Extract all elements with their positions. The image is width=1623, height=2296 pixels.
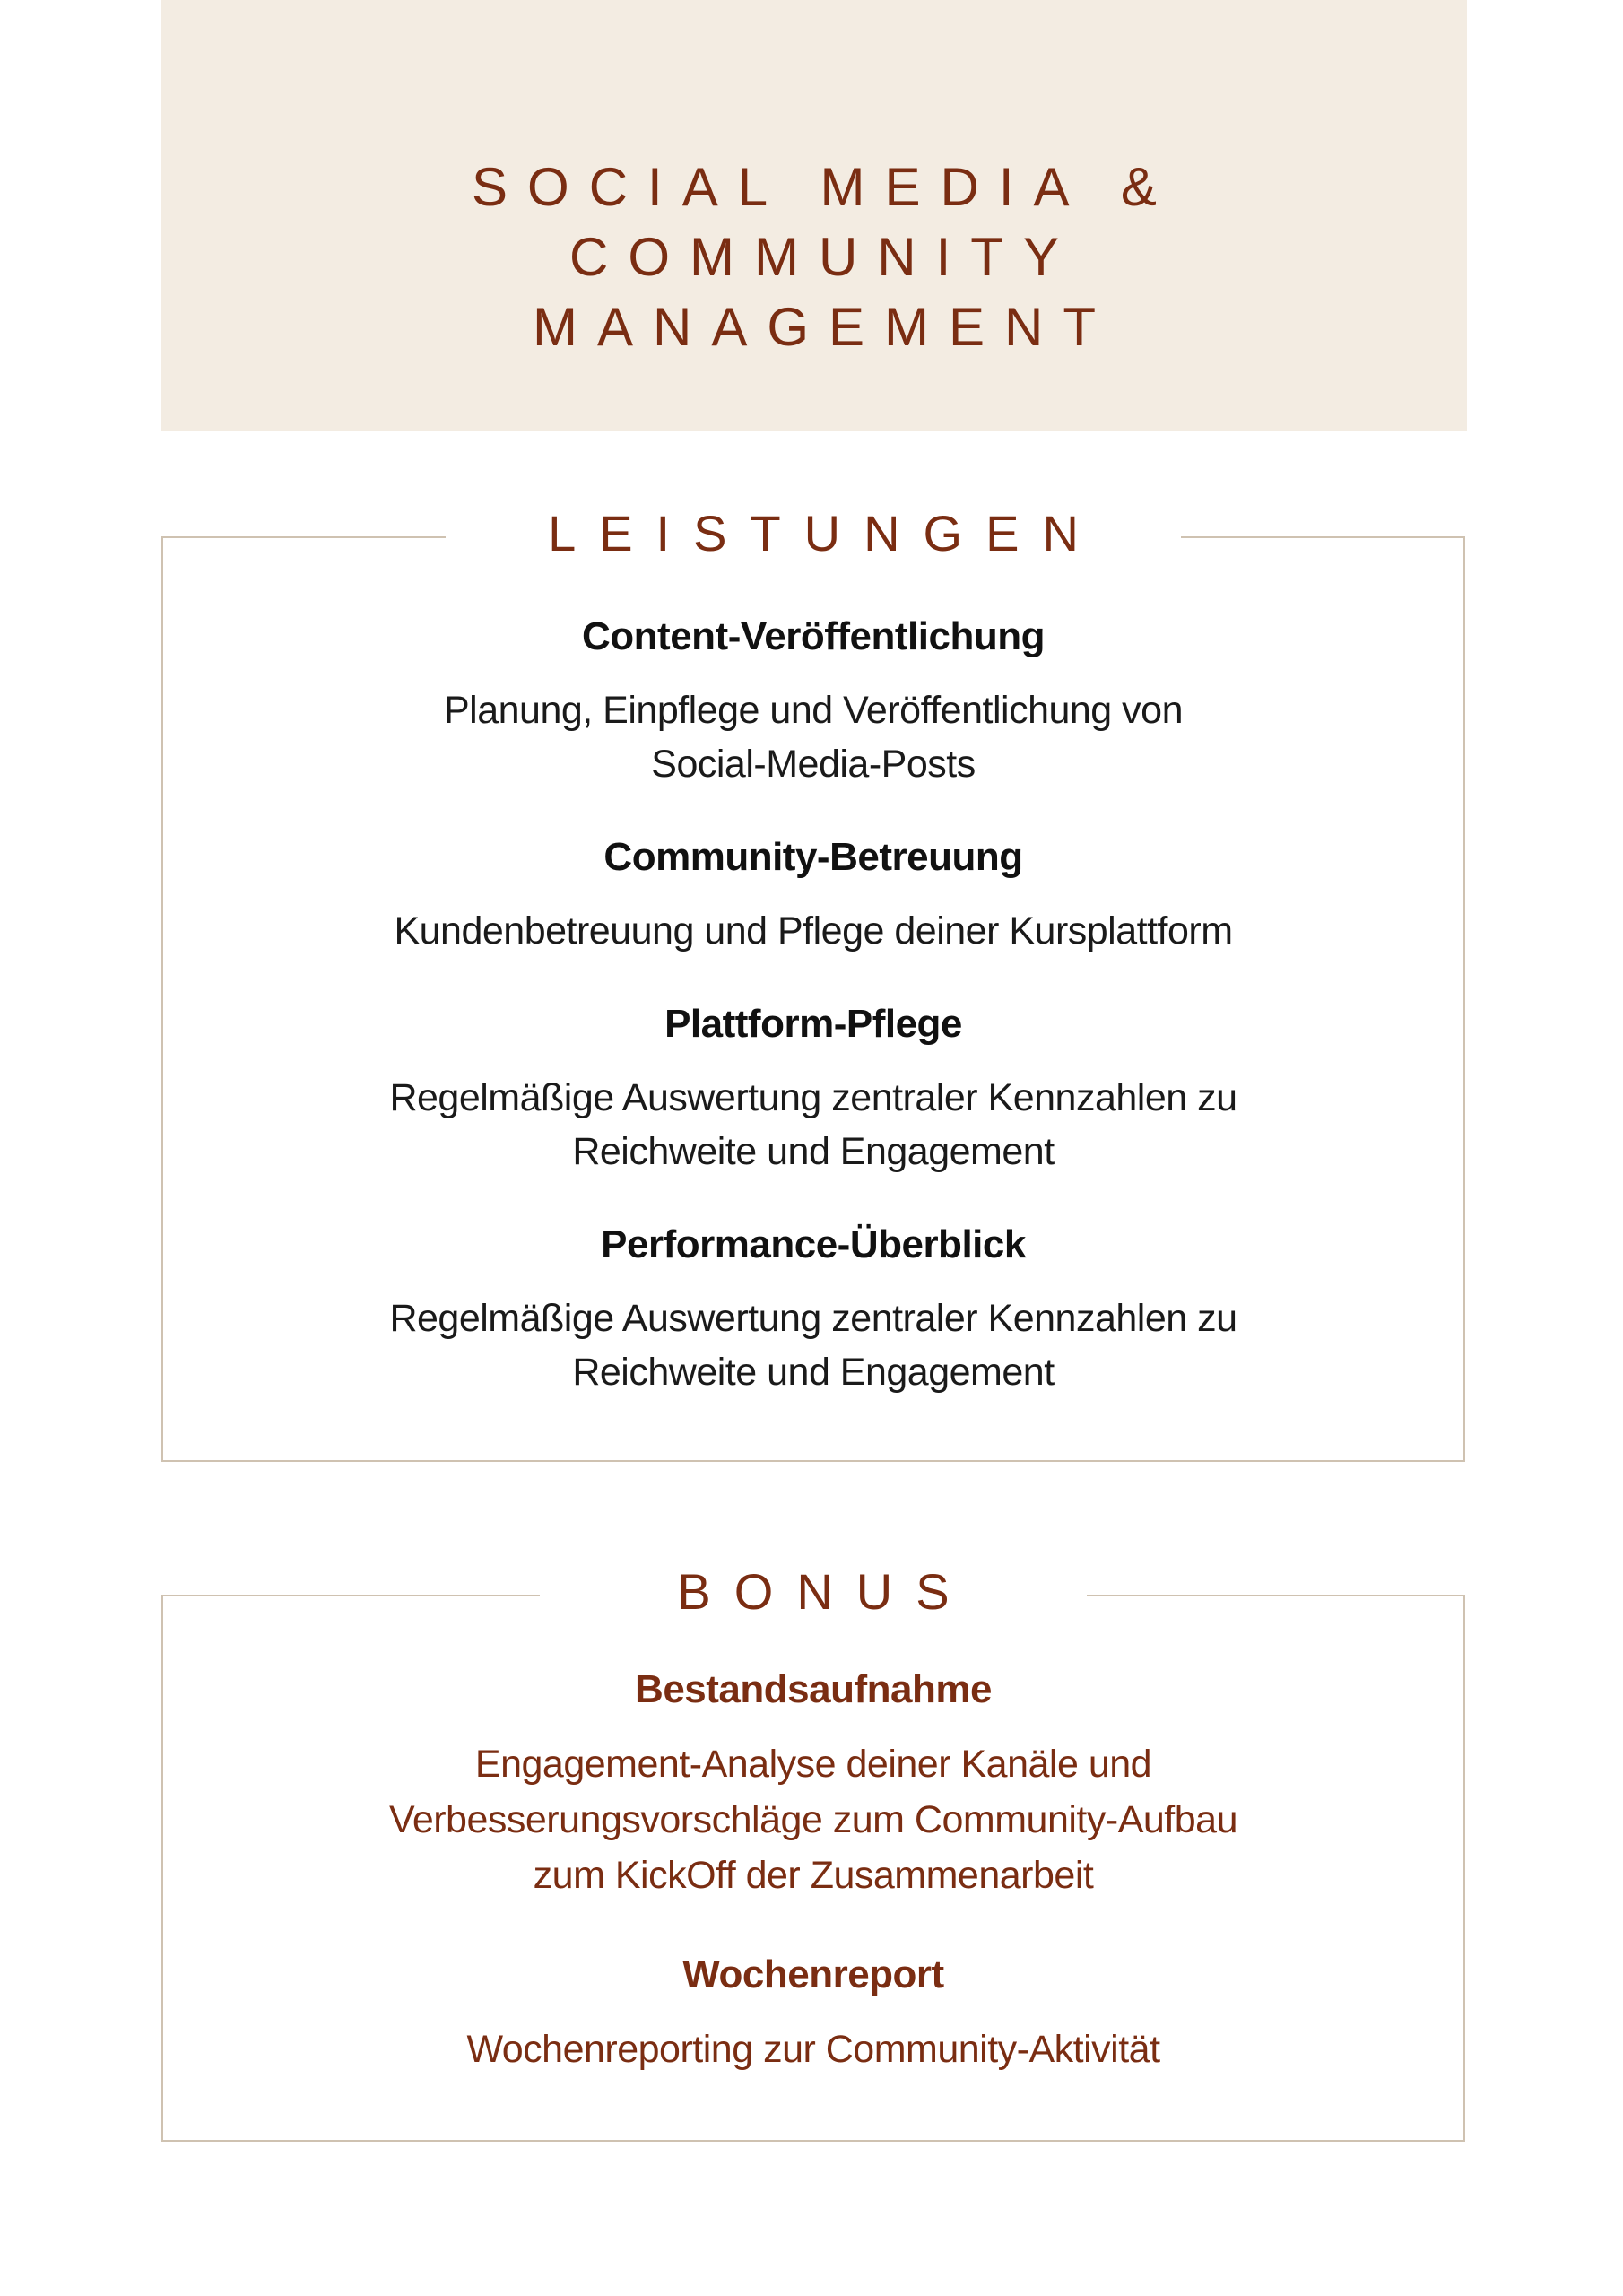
leistungen-heading: LEISTUNGEN [446, 502, 1181, 565]
bonus-title: Bestandsaufnahme [635, 1667, 992, 1711]
service-description [257, 683, 1369, 791]
bonus-title: Wochenreport [682, 1952, 944, 1996]
page-title-line-3: MANAGEMENT [532, 297, 1116, 358]
service-description-line: Regelmäßige Auswertung zentraler Kennzahlen zu [389, 1297, 1237, 1340]
service-description [257, 1292, 1369, 1399]
service-description [257, 1071, 1369, 1178]
service-description [257, 904, 1369, 958]
bonus-item-weekly-report [163, 1950, 1463, 2077]
service-item-content-publishing [163, 612, 1463, 791]
service-title: Content-Veröffentlichung [582, 614, 1045, 658]
service-item-community-care [163, 832, 1463, 958]
service-title: Community-Betreuung [603, 835, 1023, 879]
service-description-line: Kundenbetreuung und Pflege deiner Kursplattform [394, 909, 1233, 952]
bonus-description-line: zum KickOff der Zusammenarbeit [533, 1854, 1094, 1897]
page-title-line-2: COMMUNITY [569, 227, 1079, 288]
service-description-line: Social-Media-Posts [651, 743, 976, 786]
service-description-line: Reichweite und Engagement [572, 1130, 1055, 1173]
bonus-item-inventory [163, 1665, 1463, 1903]
bonus-description-line: Engagement-Analyse deiner Kanäle und [474, 1743, 1152, 1786]
bonus-list [163, 1665, 1463, 2124]
header-band [161, 0, 1467, 430]
bonus-description [275, 2022, 1351, 2077]
bonus-description-line: Verbesserungsvorschläge zum Community-Aufbau [389, 1798, 1237, 1841]
bonus-description [275, 1736, 1351, 1903]
leistungen-list [163, 612, 1463, 1440]
service-item-performance-overview [163, 1220, 1463, 1399]
page-title [161, 152, 1467, 362]
bonus-description-line: Wochenreporting zur Community-Aktivität [466, 2028, 1160, 2071]
service-item-platform-care [163, 999, 1463, 1178]
service-description-line: Reichweite und Engagement [572, 1351, 1055, 1394]
service-description-line: Regelmäßige Auswertung zentraler Kennzahlen zu [389, 1076, 1237, 1119]
service-description-line: Planung, Einpflege und Veröffentlichung von [443, 689, 1184, 732]
page-title-line-1: SOCIAL MEDIA & [472, 157, 1176, 218]
leistungen-section [161, 505, 1465, 1462]
bonus-heading: BONUS [540, 1561, 1087, 1623]
service-title: Plattform-Pflege [664, 1002, 962, 1046]
bonus-section [161, 1563, 1465, 2142]
service-title: Performance-Überblick [601, 1222, 1026, 1266]
